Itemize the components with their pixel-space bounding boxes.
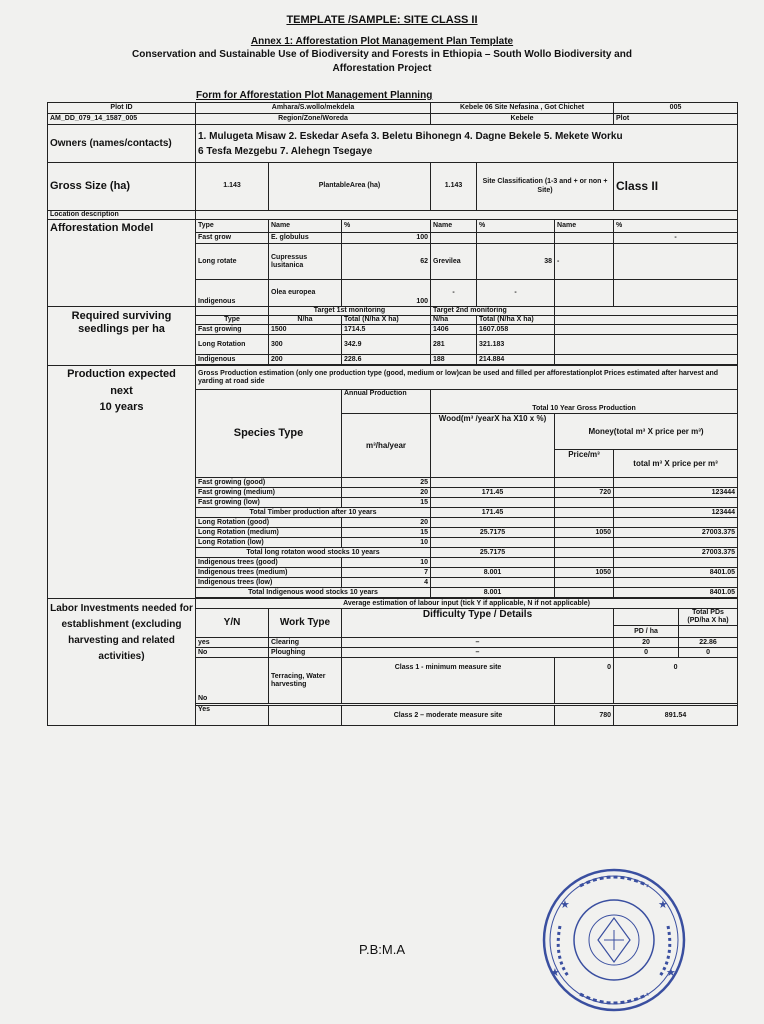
- labor-col-pd: PD / ha: [614, 626, 679, 638]
- aff-pct3: [614, 244, 738, 280]
- prod-annual: 25: [342, 478, 431, 488]
- prod-total: [614, 478, 738, 488]
- prod-price: [555, 548, 614, 558]
- labor-total: 0: [614, 658, 738, 704]
- prod-wood: 171.45: [431, 488, 555, 498]
- labor-work: [269, 706, 342, 726]
- plantable-area-label: PlantableArea (ha): [269, 163, 431, 211]
- labor-pd: 780: [555, 706, 614, 726]
- svg-text:★: ★: [658, 898, 668, 911]
- prod-total: 123444: [614, 508, 738, 518]
- production-note: Gross Production estimation (only one production type (good, medium or low)can be used and filled per afforestationplot Prices estimated after harvest and yarding at road side: [196, 366, 738, 390]
- prod-wood: [431, 538, 555, 548]
- labor-work: Terracing, Water harvesting: [269, 658, 342, 704]
- production-label-line3: 10 years: [99, 401, 144, 414]
- aff-name3: -: [555, 244, 614, 280]
- plot-id-label: Plot ID: [48, 103, 196, 114]
- seed-col-nha1: N/ha: [269, 316, 342, 325]
- prod-annual: 15: [342, 528, 431, 538]
- prod-price: [555, 478, 614, 488]
- aff-type: Fast grow: [196, 233, 269, 244]
- prod-total: 123444: [614, 488, 738, 498]
- seed-empty: [555, 335, 738, 355]
- prod-species: Total long rotaton wood stocks 10 years: [196, 548, 431, 558]
- location-label: Location description: [48, 211, 196, 220]
- prod-col-totalprice: total m³ X price per m³: [614, 450, 738, 478]
- prod-price: [555, 508, 614, 518]
- seed-empty: [555, 355, 738, 365]
- prod-wood: [431, 578, 555, 588]
- prod-wood: 8.001: [431, 588, 555, 598]
- labor-yn: Yes: [196, 706, 269, 726]
- aff-col-pct: %: [342, 220, 431, 233]
- aff-col-name: Name: [269, 220, 342, 233]
- labor-yn: yes: [196, 638, 269, 648]
- labor-col-empty2: [679, 626, 738, 638]
- aff-name2: [431, 233, 477, 244]
- aff-col-name2: Name: [431, 220, 477, 233]
- owners-label: Owners (names/contacts): [48, 125, 196, 163]
- prod-species: Long Rotation (medium): [196, 528, 342, 538]
- labor-pd: 0: [555, 658, 614, 704]
- production-label-line1: Production expected: [67, 368, 176, 381]
- prod-species: Long Rotation (low): [196, 538, 342, 548]
- project-title-line1: Conservation and Sustainable Use of Biodiversity and Forests in Ethiopia – South Wollo Biodiversity and: [132, 49, 632, 60]
- prod-col-unit: m³/ha/year: [342, 414, 431, 478]
- labor-diff: –: [342, 638, 614, 648]
- prod-price: 720: [555, 488, 614, 498]
- production-label-line2: next: [110, 384, 133, 397]
- aff-pct3: [614, 280, 738, 307]
- aff-col-pct3: %: [614, 220, 738, 233]
- prod-annual: 7: [342, 568, 431, 578]
- seed-type: Fast growing: [196, 325, 269, 335]
- region-label: Region/Zone/Woreda: [196, 114, 431, 125]
- prod-species: Indigenous trees (medium): [196, 568, 342, 578]
- labor-col-empty: [614, 609, 679, 626]
- seed-t2: 321.183: [477, 335, 555, 355]
- site-class-label: Site Classification (1-3 and + or non + Site): [477, 163, 614, 211]
- plot-plan-table: [47, 102, 738, 726]
- project-title-line2: Afforestation Project: [332, 63, 432, 74]
- prod-total: [614, 538, 738, 548]
- seed-t2: 214.884: [477, 355, 555, 365]
- prod-total: [614, 518, 738, 528]
- svg-text:★: ★: [550, 966, 560, 979]
- gross-size-value: 1.143: [196, 163, 269, 211]
- aff-pct: 100: [342, 280, 431, 307]
- labor-note: Average estimation of labour input (tick Y if applicable, N if not applicable): [196, 599, 738, 609]
- labor-col-diff: Difficulty Type / Details: [342, 609, 614, 638]
- afforestation-model-label: Afforestation Model: [48, 220, 196, 307]
- seed-type: Long Rotation: [196, 335, 269, 355]
- labor-label: Labor Investments needed for establishment (excluding harvesting and related activities): [48, 599, 196, 726]
- aff-type: Indigenous: [196, 280, 269, 307]
- aff-pct2: -: [477, 280, 555, 307]
- seed-empty: [555, 307, 738, 316]
- seed-n2: 188: [431, 355, 477, 365]
- prod-species: Fast growing (low): [196, 498, 342, 508]
- aff-col-name3: Name: [555, 220, 614, 233]
- template-title: TEMPLATE /SAMPLE: SITE CLASS II: [286, 14, 478, 26]
- prod-species: Long Rotation (good): [196, 518, 342, 528]
- labor-work: Clearing: [269, 638, 342, 648]
- prod-col-species: Species Type: [196, 390, 342, 478]
- aff-name3: [555, 233, 614, 244]
- seed-n1: 1500: [269, 325, 342, 335]
- prod-wood: [431, 558, 555, 568]
- production-label: [48, 366, 196, 599]
- prod-price: [555, 578, 614, 588]
- labor-total: 891.54: [614, 706, 738, 726]
- kebele-value: Kebele 06 Site Nefasina , Got Chichet: [431, 103, 614, 114]
- gross-size-label: Gross Size (ha): [48, 163, 196, 211]
- prod-wood: 8.001: [431, 568, 555, 578]
- seed-n1: 300: [269, 335, 342, 355]
- labor-work: Ploughing: [269, 648, 342, 658]
- plot-id-value: AM_DD_079_14_1587_005: [48, 114, 196, 125]
- prod-total: [614, 578, 738, 588]
- signature-initials: P.B:M.A: [358, 942, 405, 957]
- labor-yn: No: [196, 648, 269, 658]
- prod-price: 1050: [555, 568, 614, 578]
- prod-wood: [431, 498, 555, 508]
- labor-diff: Class 2 – moderate measure site: [342, 706, 555, 726]
- seed-empty: [555, 325, 738, 335]
- aff-pct: 62: [342, 244, 431, 280]
- prod-wood: 25.7175: [431, 528, 555, 538]
- aff-pct3: -: [614, 233, 738, 244]
- seed-n2: 281: [431, 335, 477, 355]
- prod-species: Indigenous trees (good): [196, 558, 342, 568]
- labor-diff: –: [342, 648, 614, 658]
- kebele-label: Kebele: [431, 114, 614, 125]
- aff-col-type: Type: [196, 220, 269, 233]
- prod-total: 8401.05: [614, 568, 738, 578]
- prod-total: 27003.375: [614, 528, 738, 538]
- prod-price: [555, 518, 614, 528]
- prod-species: Total Timber production after 10 years: [196, 508, 431, 518]
- labor-col-yn: Y/N: [196, 609, 269, 638]
- owners-list: [196, 125, 738, 163]
- aff-name2: -: [431, 280, 477, 307]
- prod-wood: [431, 518, 555, 528]
- owners-line1: 1. Mulugeta Misaw 2. Eskedar Asefa 3. Beletu Bihonegn 4. Dagne Bekele 5. Mekete Worku: [198, 130, 623, 142]
- prod-price: [555, 558, 614, 568]
- seed-col-total1: Total (N/ha X ha): [342, 316, 431, 325]
- owners-line2: 6 Tesfa Mezgebu 7. Alehegn Tsegaye: [198, 145, 373, 157]
- labor-col-work: Work Type: [269, 609, 342, 638]
- svg-text:★: ★: [666, 966, 676, 979]
- seed-target2: Target 2nd monitoring: [431, 307, 555, 316]
- prod-annual: 20: [342, 488, 431, 498]
- prod-annual: 15: [342, 498, 431, 508]
- prod-price: [555, 588, 614, 598]
- aff-type: Long rotate: [196, 244, 269, 280]
- annex-title: Annex 1: Afforestation Plot Management Plan Template: [250, 36, 514, 47]
- prod-species: Fast growing (good): [196, 478, 342, 488]
- seed-col-type: Type: [196, 316, 269, 325]
- seed-t1: 342.9: [342, 335, 431, 355]
- region-value: Amhara/S.wollo/mekdela: [196, 103, 431, 114]
- seed-t1: 228.6: [342, 355, 431, 365]
- labor-diff: Class 1 - minimum measure site: [342, 658, 555, 704]
- prod-wood: 25.7175: [431, 548, 555, 558]
- aff-name: Cupressus lusitanica: [269, 244, 342, 280]
- prod-annual: 20: [342, 518, 431, 528]
- seed-t2: 1607.058: [477, 325, 555, 335]
- prod-total: [614, 558, 738, 568]
- labor-yn: No: [196, 658, 269, 704]
- plot-label: Plot: [614, 114, 738, 125]
- prod-price: [555, 538, 614, 548]
- aff-name: E. globulus: [269, 233, 342, 244]
- prod-total: 27003.375: [614, 548, 738, 558]
- aff-name3: [555, 280, 614, 307]
- prod-col-price: Price/m³: [555, 450, 614, 478]
- prod-price: [555, 498, 614, 508]
- prod-annual: 10: [342, 558, 431, 568]
- labor-pd: 20: [614, 638, 679, 648]
- prod-wood: 171.45: [431, 508, 555, 518]
- prod-species: Indigenous trees (low): [196, 578, 342, 588]
- seed-t1: 1714.5: [342, 325, 431, 335]
- seedlings-label: Required surviving seedlings per ha: [48, 307, 196, 366]
- site-class-value: Class II: [614, 163, 738, 211]
- location-value: [196, 211, 738, 220]
- prod-col-total10: Total 10 Year Gross Production: [431, 390, 738, 414]
- prod-annual: 4: [342, 578, 431, 588]
- plantable-area-value: 1.143: [431, 163, 477, 211]
- prod-total: [614, 498, 738, 508]
- labor-total: 22.86: [679, 638, 738, 648]
- aff-name2: Grevilea: [431, 244, 477, 280]
- aff-pct2: 38: [477, 244, 555, 280]
- prod-wood: [431, 478, 555, 488]
- labor-col-total: Total PDs (PD/ha X ha): [679, 609, 738, 626]
- seed-col-nha2: N/ha: [431, 316, 477, 325]
- prod-col-annual: Annual Production: [342, 390, 431, 414]
- seed-col-total2: Total (N/ha X ha): [477, 316, 555, 325]
- aff-pct2: [477, 233, 555, 244]
- seed-blank: [196, 307, 269, 316]
- prod-species: Fast growing (medium): [196, 488, 342, 498]
- aff-pct: 100: [342, 233, 431, 244]
- seed-empty: [555, 316, 738, 325]
- prod-annual: 10: [342, 538, 431, 548]
- plot-number: 005: [614, 103, 738, 114]
- official-stamp-icon: [540, 866, 688, 1014]
- prod-species: Total Indigenous wood stocks 10 years: [196, 588, 431, 598]
- labor-pd: 0: [614, 648, 679, 658]
- prod-col-wood: Wood(m³ /yearX ha X10 x %): [431, 414, 555, 478]
- form-title: Form for Afforestation Plot Management Planning: [196, 90, 433, 101]
- prod-price: 1050: [555, 528, 614, 538]
- seed-n1: 200: [269, 355, 342, 365]
- seed-target1: Target 1st monitoring: [269, 307, 431, 316]
- seed-n2: 1406: [431, 325, 477, 335]
- prod-col-money: Money(total m³ X price per m³): [555, 414, 738, 450]
- aff-col-pct2: %: [477, 220, 555, 233]
- svg-text:★: ★: [560, 898, 570, 911]
- project-title: [0, 48, 764, 76]
- prod-total: 8401.05: [614, 588, 738, 598]
- seed-type: Indigenous: [196, 355, 269, 365]
- aff-name: Olea europea: [269, 280, 342, 307]
- labor-total: 0: [679, 648, 738, 658]
